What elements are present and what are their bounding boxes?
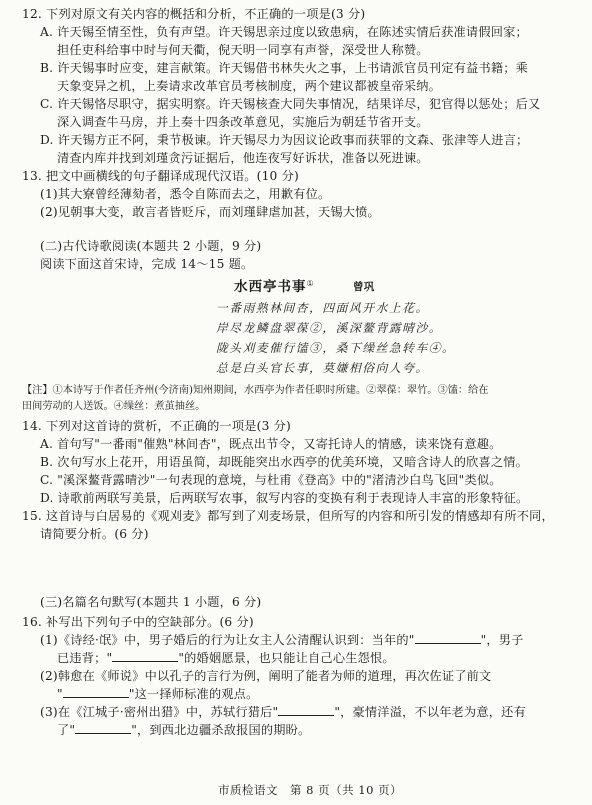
q14-option-d: D. 诗歌前两联写美景，后两联写农事，叙写内容的变换有利于表现诗人丰富的形象特征。 <box>40 491 529 505</box>
q13-stem: 13. 把文中画横线的句子翻译成现代汉语。(10 分) <box>22 169 299 183</box>
q16-part1-text-d: "的婚姻愿景，也只能让自己心生怨恨。 <box>178 651 395 665</box>
q12-option-a-line2: 担任吏科给事中时与何天衢，倪天明一同享有声誉，深受世人称赞。 <box>57 43 429 57</box>
q16-part1-blank-2[interactable] <box>112 650 178 662</box>
q12-option-b-line2: 天象变异之机，上奏请求改革官员考核制度，两个建议都被皇帝采纳。 <box>57 79 442 93</box>
q13-sentence-1: (1)其大寮曾经薄劾者，悉令自陈而去之，用歉有位。 <box>40 187 331 201</box>
q15-line2: 请简要分析。(6 分) <box>40 527 149 541</box>
poem-author: 曾巩 <box>353 281 375 293</box>
q16-part2-line2 <box>57 686 259 702</box>
poem-title-text: 水西亭书事 <box>234 279 307 296</box>
poem-note-line2: 田间劳动的人送饭。④缲丝：煮茧抽丝。 <box>22 401 206 412</box>
q12-option-b-line1: B. 许天锡事时应变，建言献策。许天锡借书林失火之事，上书请派官员刊定有益书籍；乘 <box>40 61 529 75</box>
q12-option-a-line1: A. 许天锡至情至性，负有声望。许天锡思亲过度以致患病，在陈述实情后获准请假回家； <box>40 25 528 39</box>
q14-option-b: B. 次句写水上花开，用语虽简，却既能突出水西亭的优美环境，又暗含诗人的欣喜之情。 <box>40 455 529 469</box>
q16-part1-line2 <box>57 650 395 666</box>
q16-part1-blank-1[interactable] <box>415 632 481 644</box>
q12-option-d-line1: D. 许天锡方正不阿，秉节极谏。许天锡尽力为因议论政事而获罪的文森、张津等人进言； <box>40 133 529 147</box>
q16-part3-text-d: "，到西北边疆杀敌报国的期盼。 <box>131 723 311 737</box>
q16-part3-blank-1[interactable] <box>278 704 334 716</box>
q12-option-c-line1: C. 许天锡恪尽职守，据实明察。许天锡核查大同失事情况，结果详尽，犯官得以惩处；后又 <box>40 97 541 111</box>
poem-title-note-mark: ① <box>306 279 314 288</box>
q12-stem: 12. 下列对原文有关内容的概括和分析，不正确的一项是(3 分) <box>22 7 366 21</box>
q12-option-d-line2: 清查内库并找到刘瑾贪污证据后，他连夜写好诉状，准备以死进谏。 <box>57 151 429 165</box>
q14-stem: 14. 下列对这首诗的赏析，不正确的一项是(3 分) <box>22 419 291 433</box>
q14-option-c: C. "溪深鳌背露晴沙"一句表现的意境，与杜甫《登高》中的"渚清沙白鸟飞回"类似。 <box>40 473 502 487</box>
section-2-title: (二)古代诗歌阅读(本题共 2 小题，9 分) <box>40 239 262 253</box>
q16-part1-text-c: 已违背；" <box>57 651 113 665</box>
poem-line-4: 总是白头官长事，莫嫌相俗向人夸。 <box>216 361 429 375</box>
q16-part3-line2 <box>57 722 310 738</box>
q15-line1: 15. 这首诗与白居易的《观刈麦》都写到了刈麦场景，但所写的内容和所引发的情感却有所不同， <box>22 509 554 523</box>
q16-part1-text-b: "，男子 <box>480 633 524 647</box>
q16-part1-line1 <box>40 632 524 648</box>
poem-line-3: 陇头刈麦催行馌③，桑下缲丝急转车④。 <box>216 341 456 355</box>
q16-part3-line1 <box>40 704 526 720</box>
q16-stem: 16. 补写出下列句子中的空缺部分。(6 分) <box>22 615 254 629</box>
q16-part3-blank-2[interactable] <box>75 722 131 734</box>
q16-part2-line1: (2)韩愈在《师说》中以孔子的言行为例，阐明了能者为师的道理，再次佐证了前文 <box>40 669 492 683</box>
q16-part2-text-b: "这一择师标准的观点。 <box>128 687 259 701</box>
q14-option-a: A. 首句写"一番雨"催熟"林间杏"，既点出节令，又寄托诗人的情感，读来饶有意趣。 <box>40 437 502 451</box>
q16-part1-text-a: (1)《诗经·氓》中，男子婚后的行为让女主人公清醒认识到：当年的" <box>40 633 415 647</box>
q16-part3-text-b: "，豪情洋溢，不以年老为意，还有 <box>334 705 526 719</box>
q16-part2-text-a: " <box>57 687 63 701</box>
poem-line-1: 一番雨熟林间杏，四面风开水上花。 <box>216 301 429 315</box>
q13-sentence-2: (2)见朝事大变，敢言者皆贬斥，而刘瑾肆虐加甚，天锡大愤。 <box>40 205 380 219</box>
q16-part3-text-a: (3)在《江城子·密州出猎》中，苏轼行猎后" <box>40 705 279 719</box>
q16-part3-text-c: 了" <box>57 723 76 737</box>
poem-note-line1: 【注】①本诗写于作者任齐州(今济南)知州期间，水西亭为作者任职时所建。②翠葆：翠竹。③馌：给在 <box>22 385 489 396</box>
poem-title <box>234 276 314 295</box>
poem-line-2: 岸尽龙鳞盘翠葆②，溪深鳌背露晴沙。 <box>216 321 443 335</box>
page-footer: 市质检语文 第 8 页（共 10 页） <box>218 783 403 797</box>
section-2-instruction: 阅读下面这首宋诗，完成 14～15 题。 <box>40 257 254 271</box>
q16-part2-blank[interactable] <box>63 686 129 698</box>
q12-option-c-line2: 深入调查牛马房，并上奏十四条改革意见，实施后为朝廷节省开支。 <box>57 115 429 129</box>
section-3-title: (三)名篇名句默写(本题共 1 小题，6 分) <box>40 595 262 609</box>
